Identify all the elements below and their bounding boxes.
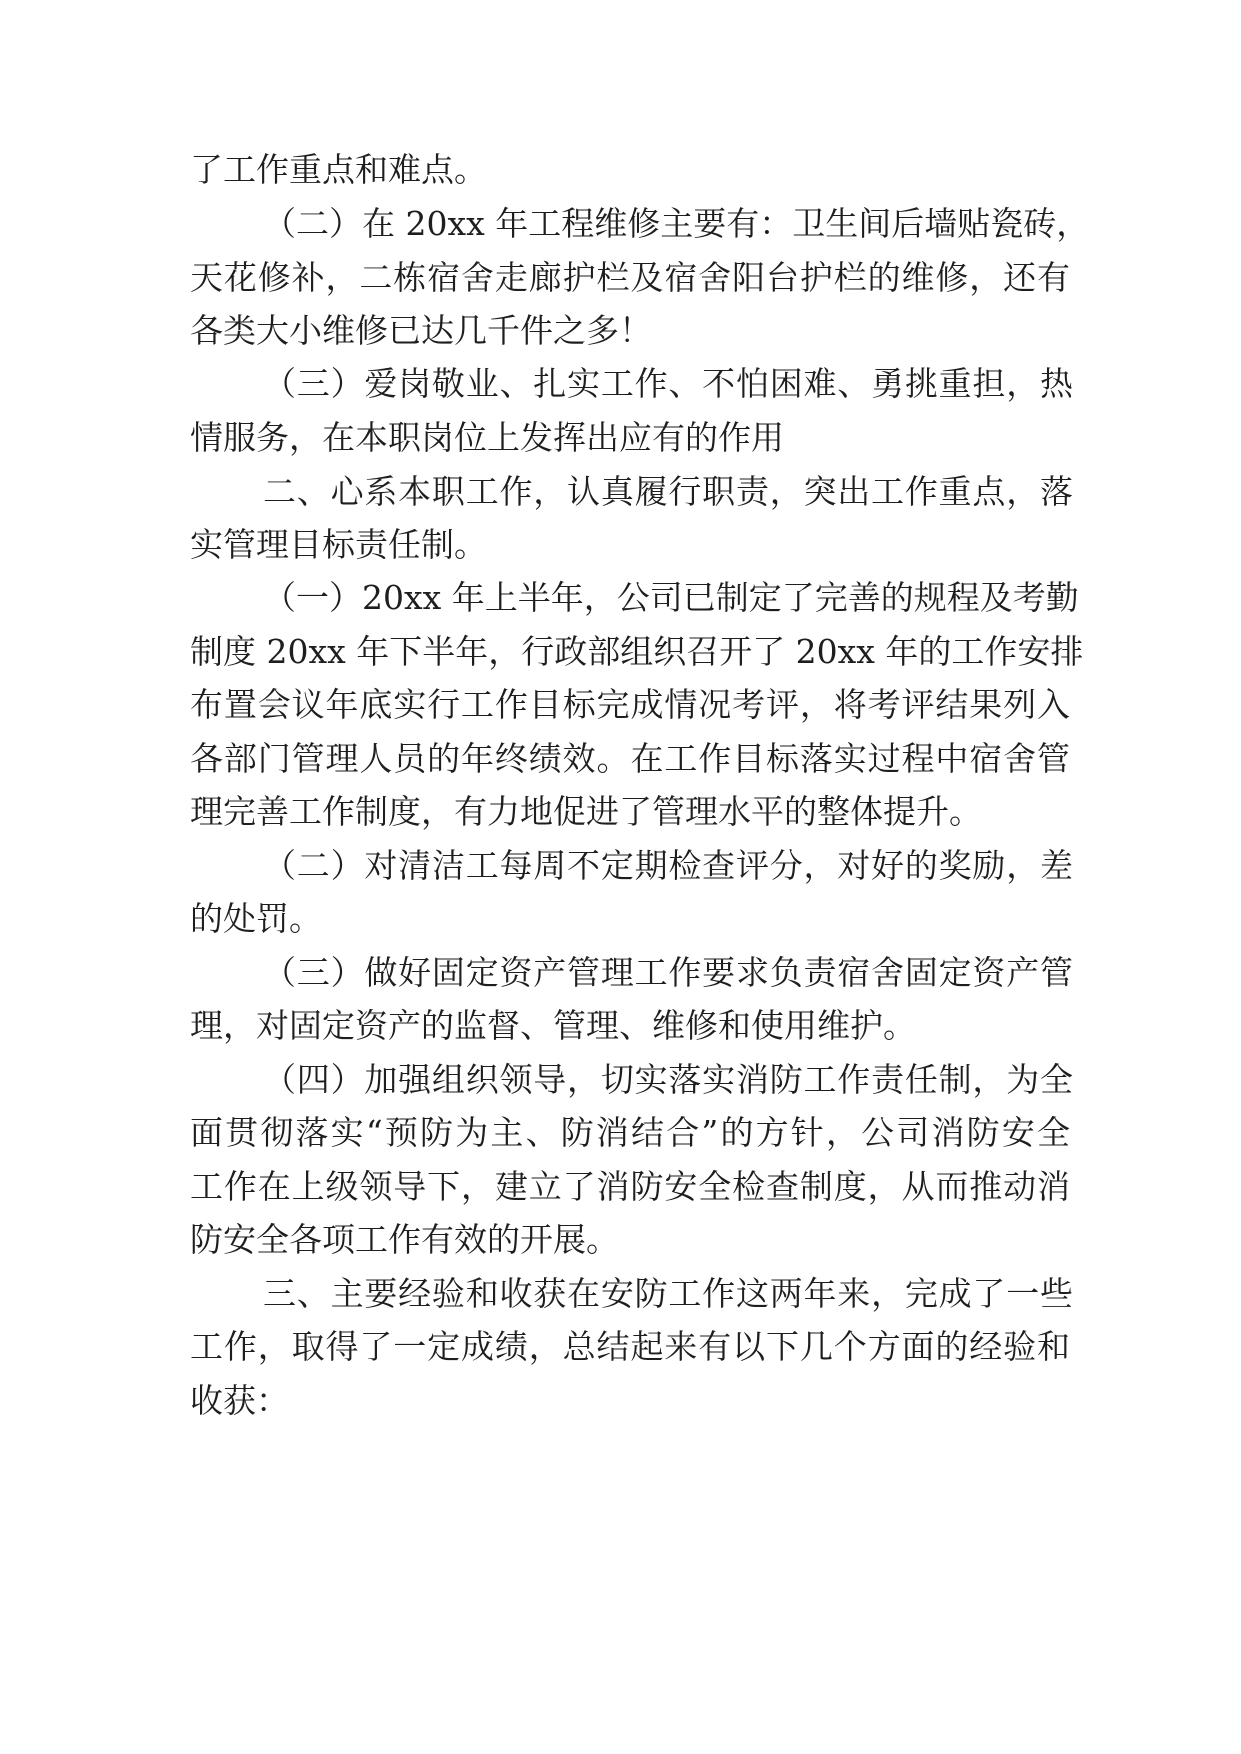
text-line: 制度 20xx 年下半年，行政部组织召开了 20xx 年的工作安排 [190,632,1084,671]
text-line: 防安全各项工作有效的开展。 [190,1220,619,1259]
text-line: 三、主要经验和收获在安防工作这两年来，完成了一些 [263,1274,1073,1313]
text-line: 理，对固定资产的监督、管理、维修和使用维护。 [190,1006,916,1045]
text-line: 各类大小维修已达几千件之多！ [190,311,652,350]
text-line: （二）对清洁工每周不定期检查评分，对好的奖励，差 [263,846,1073,885]
text-line: （二）在 20xx 年工程维修主要有：卫生间后墙贴瓷砖， [263,204,1090,243]
text-line: 工作在上级领导下，建立了消防安全检查制度，从而推动消 [190,1167,1070,1206]
text-line: 收获： [190,1381,289,1420]
text-line: 的处罚。 [190,899,322,938]
text-line: （三）爱岗敬业、扎实工作、不怕困难、勇挑重担，热 [263,364,1073,403]
text-line: 情服务，在本职岗位上发挥出应有的作用 [190,418,784,457]
text-line: 了工作重点和难点。 [190,150,487,189]
text-line: 各部门管理人员的年终绩效。在工作目标落实过程中宿舍管 [190,739,1070,778]
text-line: （一）20xx 年上半年，公司已制定了完善的规程及考勤 [263,578,1079,617]
text-line: 理完善工作制度，有力地促进了管理水平的整体提升。 [190,792,982,831]
text-line: 布置会议年底实行工作目标完成情况考评，将考评结果列入 [190,685,1070,724]
text-line: 二、心系本职工作，认真履行职责，突出工作重点，落 [263,472,1073,511]
text-line: （三）做好固定资产管理工作要求负责宿舍固定资产管 [263,953,1073,992]
text-line: 实管理目标责任制。 [190,525,487,564]
text-line: 工作，取得了一定成绩，总结起来有以下几个方面的经验和 [190,1327,1070,1366]
text-line: 面贯彻落实“预防为主、防消结合”的方针，公司消防安全 [190,1113,1070,1152]
text-line: （四）加强组织领导，切实落实消防工作责任制，为全 [263,1060,1073,1099]
text-line: 天花修补，二栋宿舍走廊护栏及宿舍阳台护栏的维修，还有 [190,258,1070,297]
